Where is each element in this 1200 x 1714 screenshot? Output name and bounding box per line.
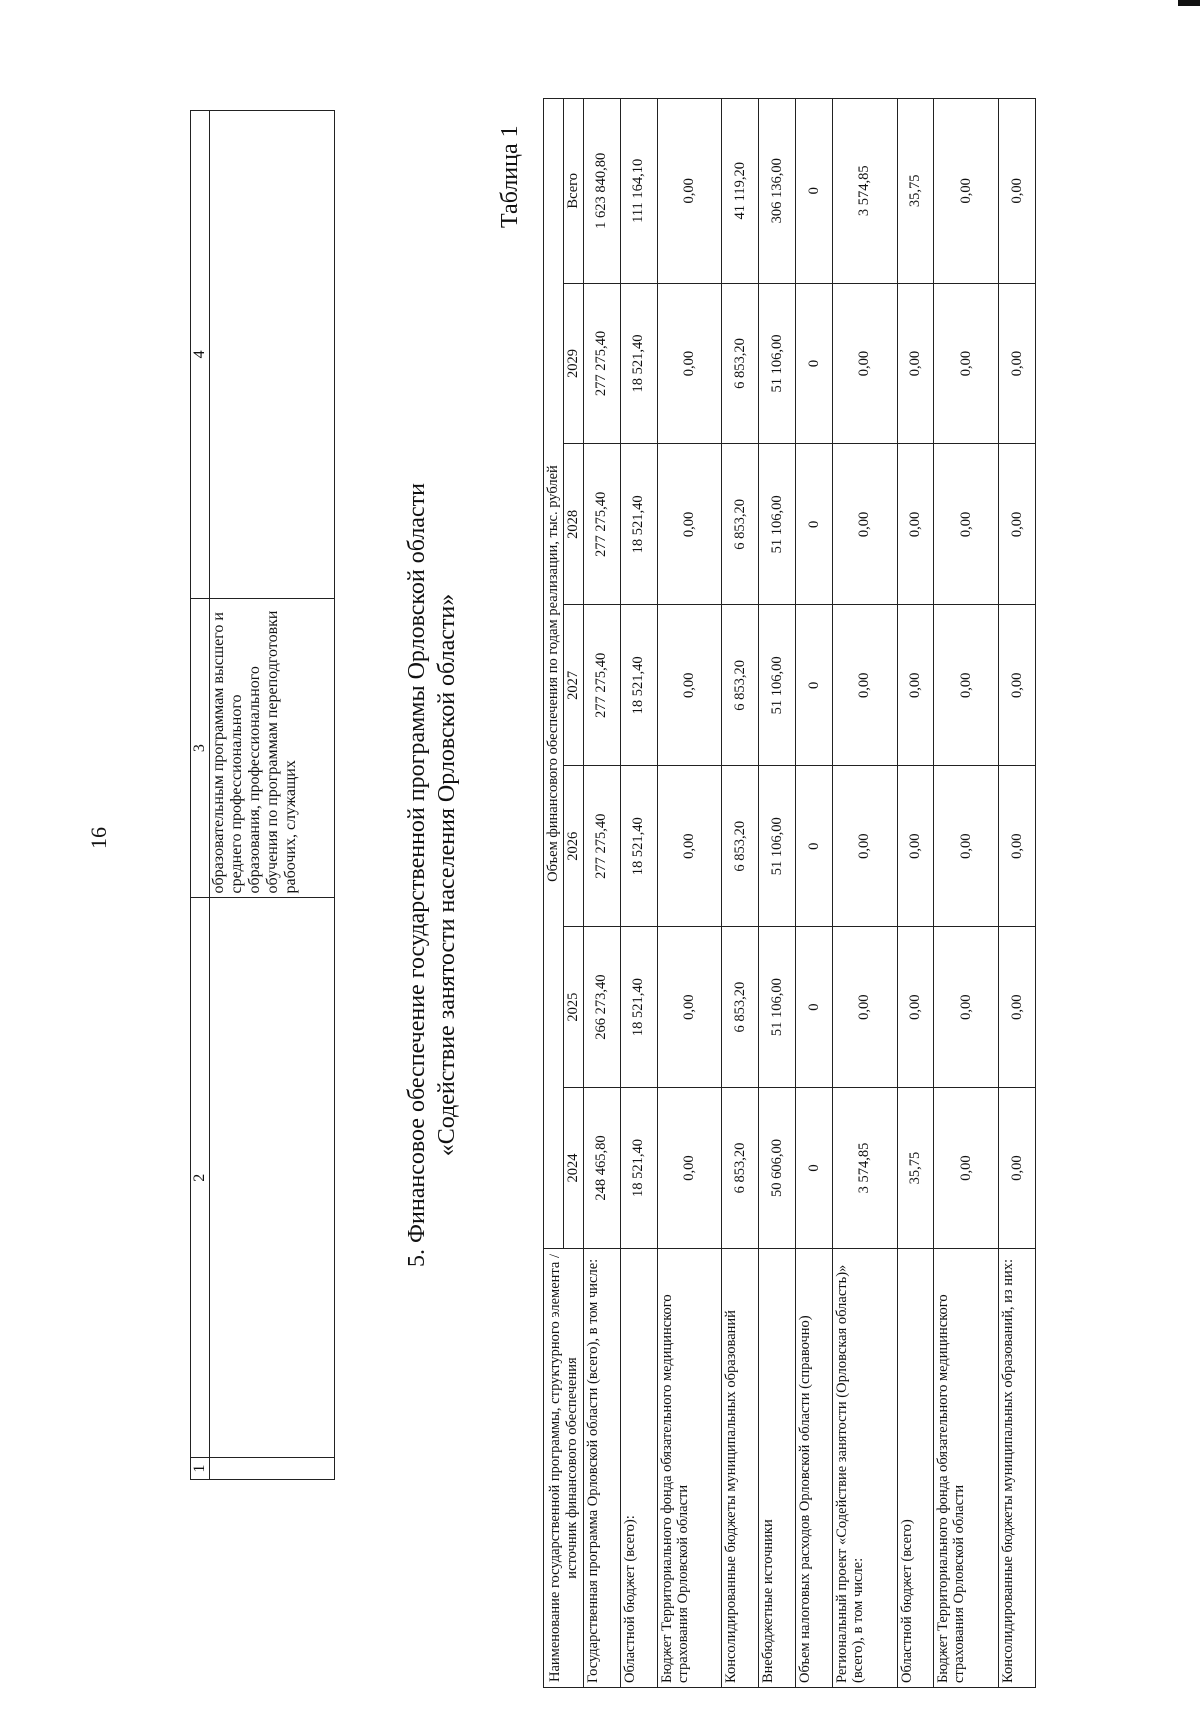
row-value-cell: 248 465,80	[584, 1088, 621, 1249]
row-value-cell: 0,00	[934, 1088, 999, 1249]
row-value-cell: 0,00	[897, 605, 934, 766]
continuation-row	[210, 111, 335, 1480]
row-source-name: Региональный проект «Содействие занятости (Орловская область)» (всего), в том числе:	[833, 1249, 898, 1688]
year-column-header: 2025	[564, 927, 584, 1088]
continuation-cell: образовательным программам высшего и среднего профессионального образования, профессионального обучения по программам переподготовки рабочих, служащих	[210, 598, 335, 898]
row-value-cell: 0,00	[657, 444, 722, 605]
table-label: Таблица 1	[497, 125, 523, 228]
row-source-name: Областной бюджет (всего)	[897, 1249, 934, 1688]
row-value-cell: 0,00	[897, 766, 934, 927]
row-value-cell: 0,00	[999, 283, 1036, 444]
row-value-cell: 0,00	[999, 99, 1036, 284]
row-value-cell: 277 275,40	[584, 766, 621, 927]
year-column-header: 2024	[564, 1088, 584, 1249]
row-value-cell: 51 106,00	[759, 444, 796, 605]
row-value-cell: 0,00	[833, 927, 898, 1088]
row-value-cell: 0,00	[897, 283, 934, 444]
continuation-header-cell: 2	[191, 898, 210, 1458]
name-column-header: Наименование государственной программы, структурного элемента / источник финансового обеспечения	[544, 1249, 584, 1688]
row-source-name: Государственная программа Орловской области (всего), в том числе:	[584, 1249, 621, 1688]
row-source-name: Бюджет Территориального фонда обязательного медицинского страхования Орловской области	[934, 1249, 999, 1688]
table-row	[759, 99, 796, 1688]
row-value-cell: 277 275,40	[584, 605, 621, 766]
financing-header-row	[544, 99, 564, 1688]
row-value-cell: 277 275,40	[584, 283, 621, 444]
section-heading-line2: «Содействие занятости населения Орловской области»	[434, 593, 460, 1157]
row-value-cell: 41 119,20	[722, 99, 759, 284]
row-value-cell: 6 853,20	[722, 444, 759, 605]
row-value-cell: 0,00	[897, 444, 934, 605]
table-row	[934, 99, 999, 1688]
row-value-cell: 51 106,00	[759, 283, 796, 444]
row-value-cell: 3 574,85	[833, 1088, 898, 1249]
row-value-cell: 0	[796, 766, 833, 927]
year-column-header: Всего	[564, 99, 584, 284]
row-source-name: Объем налоговых расходов Орловской области (справочно)	[796, 1249, 833, 1688]
row-value-cell: 0,00	[657, 283, 722, 444]
row-value-cell: 0,00	[833, 605, 898, 766]
row-value-cell: 6 853,20	[722, 283, 759, 444]
continuation-header-cell: 4	[191, 111, 210, 599]
row-value-cell: 0,00	[897, 927, 934, 1088]
row-value-cell: 0,00	[999, 605, 1036, 766]
year-column-header: 2027	[564, 605, 584, 766]
row-value-cell: 0	[796, 605, 833, 766]
section-heading	[402, 210, 462, 1540]
row-value-cell: 3 574,85	[833, 99, 898, 284]
row-value-cell: 0,00	[657, 99, 722, 284]
row-value-cell: 18 521,40	[620, 444, 657, 605]
row-value-cell: 0	[796, 444, 833, 605]
table-row	[999, 99, 1036, 1688]
continuation-header-row	[191, 111, 210, 1480]
row-value-cell: 6 853,20	[722, 766, 759, 927]
row-source-name: Бюджет Территориального фонда обязательного медицинского страхования Орловской области	[657, 1249, 722, 1688]
row-value-cell: 0,00	[999, 1088, 1036, 1249]
row-value-cell: 51 106,00	[759, 927, 796, 1088]
row-value-cell: 35,75	[897, 99, 934, 284]
row-value-cell: 0,00	[934, 99, 999, 284]
table-row	[657, 99, 722, 1688]
financing-table	[543, 98, 1036, 1688]
row-value-cell: 18 521,40	[620, 605, 657, 766]
continuation-cell	[210, 111, 335, 599]
row-value-cell: 0,00	[934, 283, 999, 444]
row-source-name: Внебюджетные источники	[759, 1249, 796, 1688]
row-value-cell: 0,00	[999, 444, 1036, 605]
row-value-cell: 35,75	[897, 1088, 934, 1249]
table-row	[620, 99, 657, 1688]
year-column-header: 2029	[564, 283, 584, 444]
row-value-cell: 0,00	[833, 766, 898, 927]
row-source-name: Областной бюджет (всего):	[620, 1249, 657, 1688]
row-source-name: Консолидированные бюджеты муниципальных образований	[722, 1249, 759, 1688]
table-row	[722, 99, 759, 1688]
row-value-cell: 0,00	[934, 927, 999, 1088]
table-row	[796, 99, 833, 1688]
row-value-cell: 18 521,40	[620, 1088, 657, 1249]
row-value-cell: 0,00	[657, 605, 722, 766]
row-value-cell: 51 106,00	[759, 766, 796, 927]
row-value-cell: 0,00	[657, 766, 722, 927]
table-row	[833, 99, 898, 1688]
volume-group-header: Объем финансового обеспечения по годам реализации, тыс. рублей	[544, 99, 564, 1249]
row-value-cell: 0,00	[833, 283, 898, 444]
row-value-cell: 0,00	[833, 444, 898, 605]
row-value-cell: 6 853,20	[722, 927, 759, 1088]
table-row	[897, 99, 934, 1688]
row-value-cell: 18 521,40	[620, 283, 657, 444]
row-value-cell: 50 606,00	[759, 1088, 796, 1249]
row-value-cell: 266 273,40	[584, 927, 621, 1088]
row-value-cell: 18 521,40	[620, 927, 657, 1088]
row-value-cell: 6 853,20	[722, 1088, 759, 1249]
page-number: 16	[86, 827, 111, 849]
row-value-cell: 277 275,40	[584, 444, 621, 605]
continuation-table	[190, 110, 335, 1480]
row-value-cell: 0	[796, 1088, 833, 1249]
row-value-cell: 0	[796, 283, 833, 444]
continuation-cell	[210, 1458, 335, 1480]
row-value-cell: 0	[796, 99, 833, 284]
row-value-cell: 0,00	[999, 766, 1036, 927]
row-value-cell: 6 853,20	[722, 605, 759, 766]
row-value-cell: 0,00	[657, 927, 722, 1088]
table-row	[584, 99, 621, 1688]
row-value-cell: 1 623 840,80	[584, 99, 621, 284]
continuation-header-cell: 3	[191, 598, 210, 898]
row-source-name: Консолидированные бюджеты муниципальных образований, из них:	[999, 1249, 1036, 1688]
row-value-cell: 0	[796, 927, 833, 1088]
year-column-header: 2026	[564, 766, 584, 927]
row-value-cell: 0,00	[934, 444, 999, 605]
row-value-cell: 306 136,00	[759, 99, 796, 284]
row-value-cell: 111 164,10	[620, 99, 657, 284]
row-value-cell: 0,00	[934, 766, 999, 927]
continuation-header-cell: 1	[191, 1458, 210, 1480]
row-value-cell: 0,00	[934, 605, 999, 766]
section-heading-line1: 5. Финансовое обеспечение государственной программы Орловской области	[404, 483, 430, 1267]
year-column-header: 2028	[564, 444, 584, 605]
row-value-cell: 51 106,00	[759, 605, 796, 766]
scan-edge-mark	[1178, 0, 1200, 6]
row-value-cell: 0,00	[999, 927, 1036, 1088]
continuation-cell	[210, 898, 335, 1458]
row-value-cell: 18 521,40	[620, 766, 657, 927]
row-value-cell: 0,00	[657, 1088, 722, 1249]
